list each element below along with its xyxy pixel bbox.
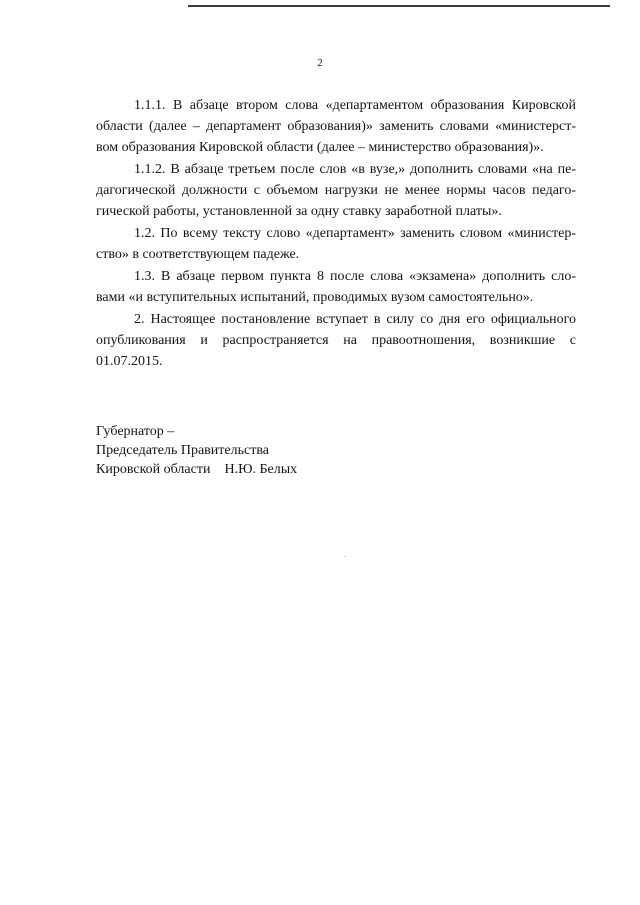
paragraph-line: дагогической должности с объемом нагрузки не менее нормы часов педаго- — [96, 183, 576, 198]
paragraph-line: ство» в соответствующем падеже. — [96, 247, 300, 262]
paragraph-line: гической работы, установленной за одну ставку заработной платы». — [96, 204, 502, 219]
signatory-title-line: Председатель Правительства — [96, 443, 269, 458]
document-body — [96, 95, 576, 373]
paragraph-line: 1.2. По всему тексту слово «департамент» заменить словом «министер- — [134, 226, 576, 241]
paragraph-line: вом образования Кировской области (далее – министерство образования)». — [96, 140, 544, 155]
paragraph-line: 01.07.2015. — [96, 354, 163, 369]
top-rule-line — [188, 5, 610, 7]
paragraph-line: области (далее – департамент образования)» заменить словами «министерст- — [96, 119, 576, 134]
paragraph-line: вами «и вступительных испытаний, проводимых вузом самостоятельно». — [96, 290, 534, 305]
paragraph-line: 1.1.2. В абзаце третьем после слов «в вузе,» дополнить словами «на пе- — [134, 162, 576, 177]
paragraph-line: опубликования и распространяется на правоотношения, возникшие с — [96, 333, 576, 348]
paragraph-line: 2. Настоящее постановление вступает в силу со дня его официального — [134, 312, 576, 327]
paragraph-1-3 — [96, 266, 576, 308]
signature-block — [96, 422, 297, 479]
paragraph-2 — [96, 309, 576, 372]
signatory-name: Н.Ю. Белых — [224, 462, 298, 477]
paragraph-1-2 — [96, 223, 576, 265]
signatory-region: Кировской области — [96, 462, 211, 477]
signatory-title-line — [96, 460, 297, 479]
paragraph-line: 1.1.1. В абзаце втором слова «департаментом образования Кировской — [134, 98, 576, 113]
paragraph-1-1-1 — [96, 95, 576, 158]
paragraph-1-1-2 — [96, 159, 576, 222]
signatory-title-line: Губернатор – — [96, 424, 175, 439]
page-number: 2 — [317, 57, 323, 69]
scan-speck — [345, 556, 346, 557]
paragraph-line: 1.3. В абзаце первом пункта 8 после слова «экзамена» дополнить сло- — [134, 269, 576, 284]
